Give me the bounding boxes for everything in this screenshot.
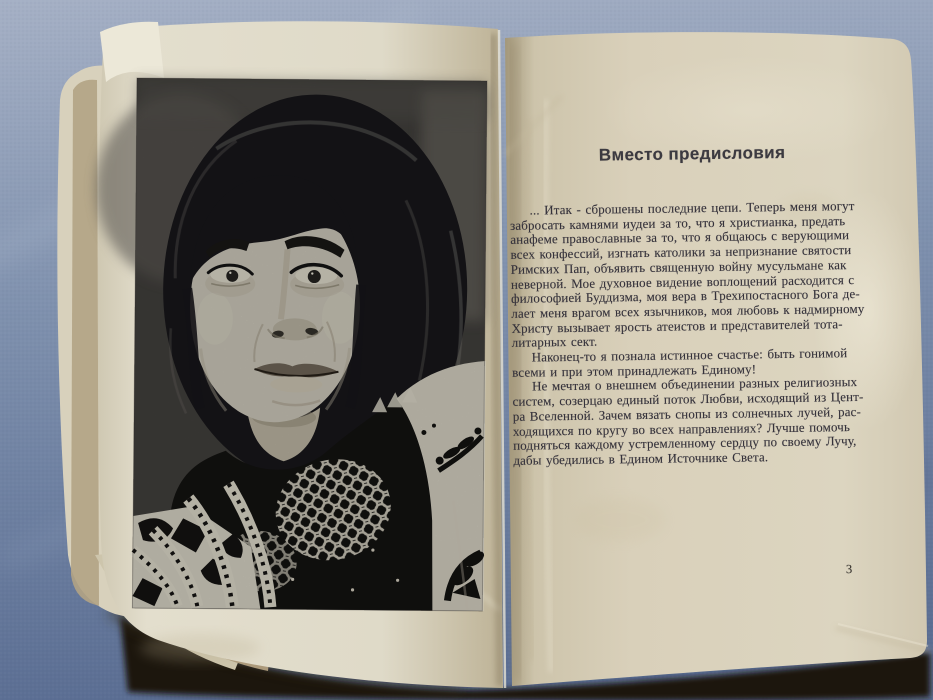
book-right-page [505, 32, 930, 686]
page-number: 3 [845, 562, 853, 577]
body-text: ... Итак - сброшены последние цепи. Теперь меня могут забросать камнями иудеи за то, что я христианка, предать анафеме православные за то, что я общаюсь с верующими всех конфессий, изгнать католики за непризнание святости Римских Пап, объявить священную войну мусульмане как неверной. Мое духовное видение воплощений расходится с философией Буддизма, моя вера в Трехипостасного Бога де- лает меня врагом всех язычников, моя любовь к надмирному Христу вызывает ярость атеистов и представителей тота- литарных сект. Наконец-то я познала истинное счастье: быть гонимой всеми и при этом принадлежать Единому! Не мечтая о внешнем объединении разных религиозных систем, созерцаю единый поток Любви, исходящий из Цент- ра Вселенной. Зачем вязать снопы из солнечных лучей, рас- ходящихся по кругу во всех направлениях? Лучше помочь подняться каждому устремленному сердцу по своему Лучу, дабы убедились в Едином Источнике Света. [509, 198, 865, 468]
chapter-heading: Вместо предисловия [598, 142, 786, 165]
portrait-photo [92, 78, 490, 611]
